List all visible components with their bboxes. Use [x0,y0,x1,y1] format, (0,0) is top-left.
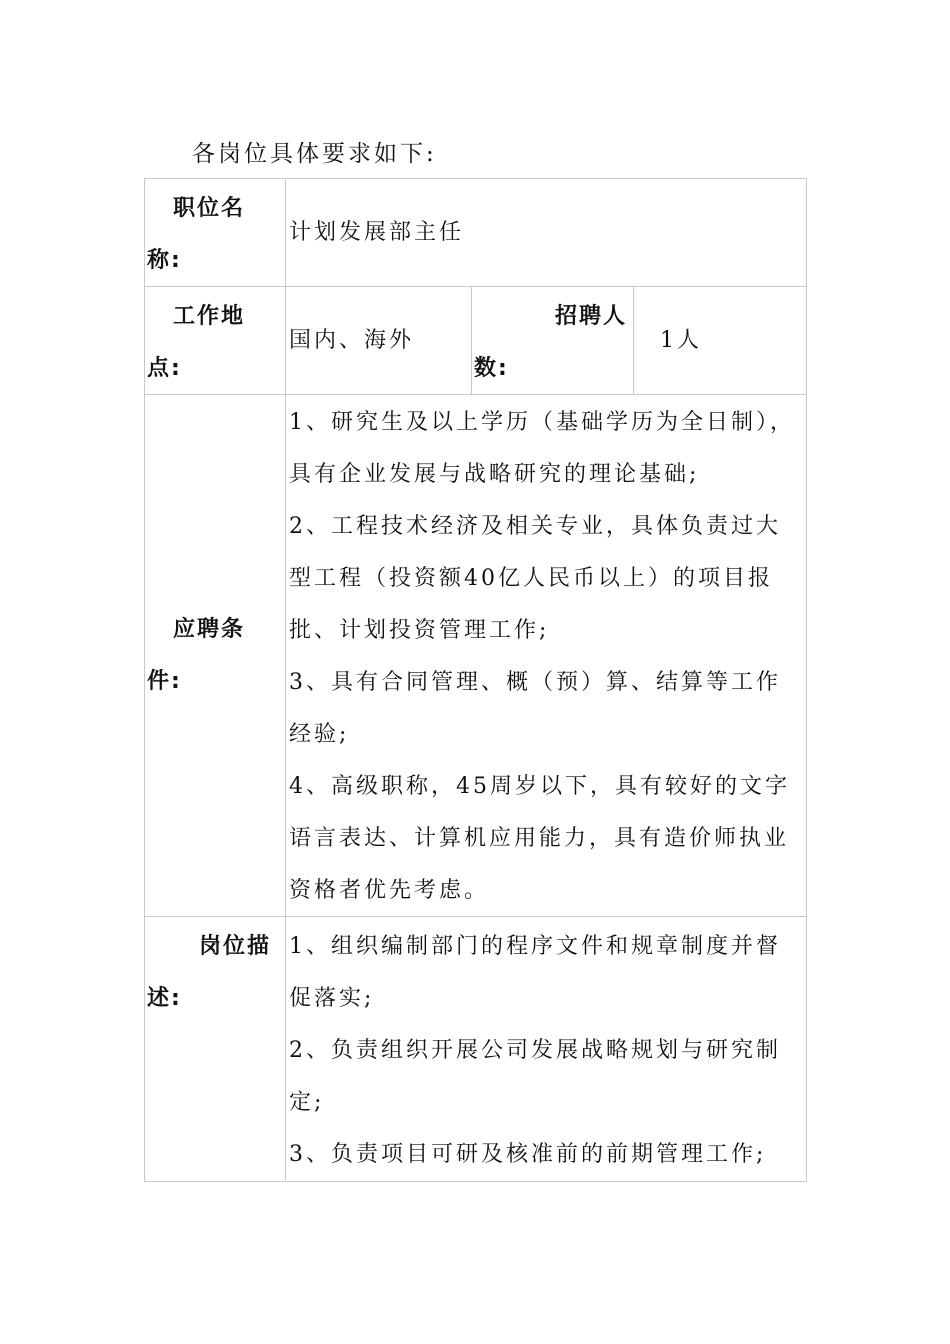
requirements-value-cell [286,395,807,917]
requirements-label-cell [145,395,286,917]
description-label-cell [145,917,286,1182]
description-item: 1、组织编制部门的程序文件和规章制度并督促落实; [289,934,781,1011]
headcount-label-cell [472,287,634,395]
position-name-value: 计划发展部主任 [289,219,465,245]
headcount-value-cell [634,287,807,395]
position-name-label-line1: 职位名 [173,196,246,221]
job-table [144,178,807,1182]
description-value-cell [286,917,807,1182]
requirement-item: 3、具有合同管理、概（预）算、结算等工作经验; [289,670,781,747]
headcount-value: 1人 [660,327,702,353]
headcount-label-line1: 招聘人 [554,304,627,329]
headcount-label-line2: 数: [474,356,509,381]
location-value-cell [286,287,472,395]
location-label-cell [145,287,286,395]
location-value: 国内、海外 [289,327,415,353]
requirement-item: 1、研究生及以上学历（基础学历为全日制），具有企业发展与战略研究的理论基础; [289,410,795,487]
location-label-line2: 点: [147,356,182,381]
description-item: 2、负责组织开展公司发展战略规划与研究制定; [289,1038,781,1115]
requirements-label-line1: 应聘条 [173,616,246,642]
requirements-label-line2: 件: [147,668,182,694]
requirement-item: 4、高级职称，45周岁以下，具有较好的文字语言表达、计算机应用能力，具有造价师执业资格者优先考虑。 [289,774,790,903]
description-label-line2: 述: [147,986,182,1011]
location-label-line1: 工作地 [173,304,246,329]
position-name-value-cell [286,179,807,287]
position-name-label-line2: 称: [147,248,182,273]
description-item: 3、负责项目可研及核准前的前期管理工作; [289,1142,767,1167]
position-name-label-cell [145,179,286,287]
requirement-item: 2、工程技术经济及相关专业，具体负责过大型工程（投资额40亿人民币以上）的项目报批、计划投资管理工作; [289,514,781,643]
description-label-line1: 岗位描 [199,934,272,959]
intro-text: 各岗位具体要求如下: [192,141,437,167]
